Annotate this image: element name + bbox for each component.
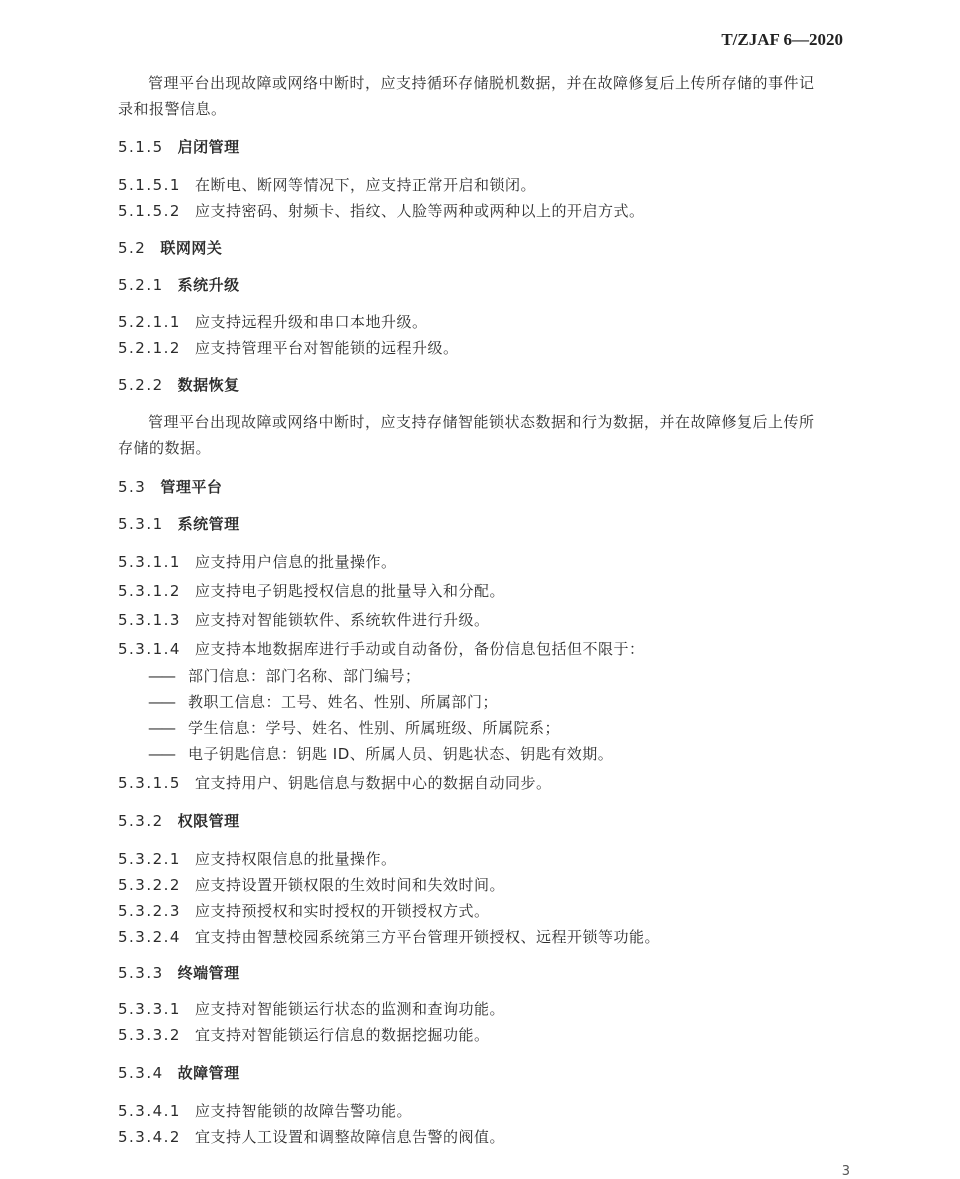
list-item — [148, 744, 613, 764]
section-number: 5.3.2 — [118, 812, 164, 830]
paragraph-line: 管理平台出现故障或网络中断时，应支持存储智能锁状态数据和行为数据，并在故障修复后上传所 — [148, 413, 815, 431]
dash-marker: —— — [148, 745, 174, 763]
clause-number: 5.3.3.2 — [118, 1026, 181, 1044]
clause — [118, 552, 397, 572]
section-title: 权限管理 — [177, 812, 240, 830]
section-number: 5.3.1 — [118, 515, 164, 533]
list-item-text: 部门信息：部门名称、部门编号； — [188, 667, 421, 685]
section-title: 故障管理 — [177, 1064, 240, 1082]
clause — [118, 927, 660, 947]
clause-number: 5.2.1.1 — [118, 313, 181, 331]
clause — [118, 849, 397, 869]
clause-number: 5.3.1.5 — [118, 774, 181, 792]
clause — [118, 773, 552, 793]
clause-number: 5.3.4.1 — [118, 1102, 181, 1120]
clause-text: 应支持远程升级和串口本地升级。 — [194, 313, 428, 331]
list-item — [148, 718, 560, 738]
clause — [118, 1127, 505, 1147]
clause-number: 5.2.1.2 — [118, 339, 181, 357]
clause-text: 应支持对智能锁运行状态的监测和查询功能。 — [194, 1000, 505, 1018]
clause-text: 应支持管理平台对智能锁的远程升级。 — [194, 339, 459, 357]
list-item — [148, 692, 498, 712]
section-title: 启闭管理 — [177, 138, 240, 156]
clause-text: 应支持电子钥匙授权信息的批量导入和分配。 — [194, 582, 505, 600]
section-number: 5.3 — [118, 478, 147, 496]
clause-number: 5.3.4.2 — [118, 1128, 181, 1146]
dash-marker: —— — [148, 719, 174, 737]
clause-text: 应支持预授权和实时授权的开锁授权方式。 — [194, 902, 490, 920]
section-title: 终端管理 — [177, 964, 240, 982]
clause-number: 5.3.2.4 — [118, 928, 181, 946]
clause-text: 应支持权限信息的批量操作。 — [194, 850, 397, 868]
standard-code: T/ZJAF 6—2020 — [721, 30, 843, 49]
clause-number: 5.3.1.3 — [118, 611, 181, 629]
dash-marker: —— — [148, 667, 174, 685]
list-item-text: 教职工信息：工号、姓名、性别、所属部门； — [188, 693, 499, 711]
clause — [118, 1025, 490, 1045]
clause-text: 宜支持用户、钥匙信息与数据中心的数据自动同步。 — [194, 774, 552, 792]
section-heading — [118, 137, 240, 157]
list-item-text: 电子钥匙信息：钥匙 ID、所属人员、钥匙状态、钥匙有效期。 — [188, 745, 614, 763]
clause-number: 5.3.1.1 — [118, 553, 181, 571]
section-title: 系统升级 — [177, 276, 240, 294]
clause-number: 5.3.3.1 — [118, 1000, 181, 1018]
clause-number: 5.3.1.2 — [118, 582, 181, 600]
section-number: 5.2.1 — [118, 276, 164, 294]
section-heading — [118, 514, 240, 534]
clause-number: 5.1.5.1 — [118, 176, 181, 194]
clause — [118, 901, 490, 921]
clause-number: 5.3.2.2 — [118, 876, 181, 894]
list-item-text: 学生信息：学号、姓名、性别、所属班级、所属院系； — [188, 719, 561, 737]
clause-text: 宜支持对智能锁运行信息的数据挖掘功能。 — [194, 1026, 490, 1044]
clause — [118, 201, 645, 221]
section-number: 5.3.4 — [118, 1064, 164, 1082]
clause — [118, 875, 505, 895]
section-heading — [118, 477, 222, 497]
section-title: 数据恢复 — [177, 376, 240, 394]
clause-number: 5.3.2.1 — [118, 850, 181, 868]
list-item — [148, 666, 421, 686]
paragraph-line: 录和报警信息。 — [118, 100, 227, 118]
clause-text: 应支持本地数据库进行手动或自动备份，备份信息包括但不限于： — [194, 640, 645, 658]
clause — [118, 639, 645, 659]
clause — [118, 581, 505, 601]
paragraph-line: 存储的数据。 — [118, 439, 212, 457]
clause-number: 5.1.5.2 — [118, 202, 181, 220]
paragraph-line: 管理平台出现故障或网络中断时，应支持循环存储脱机数据，并在故障修复后上传所存储的事件记 — [148, 74, 815, 92]
clause-text: 应支持对智能锁软件、系统软件进行升级。 — [194, 611, 490, 629]
section-heading — [118, 238, 222, 258]
clause — [118, 999, 505, 1019]
section-number: 5.3.3 — [118, 964, 164, 982]
section-title: 管理平台 — [160, 478, 223, 496]
clause — [118, 338, 459, 358]
dash-marker: —— — [148, 693, 174, 711]
clause — [118, 175, 536, 195]
clause-number: 5.3.2.3 — [118, 902, 181, 920]
section-heading — [118, 1063, 240, 1083]
clause — [118, 1101, 412, 1121]
section-number: 5.2.2 — [118, 376, 164, 394]
clause-text: 应支持密码、射频卡、指纹、人脸等两种或两种以上的开启方式。 — [194, 202, 645, 220]
clause — [118, 610, 490, 630]
page-number: 3 — [841, 1164, 850, 1179]
clause-text: 在断电、断网等情况下，应支持正常开启和锁闭。 — [194, 176, 536, 194]
section-title: 系统管理 — [177, 515, 240, 533]
clause-text: 宜支持由智慧校园系统第三方平台管理开锁授权、远程开锁等功能。 — [194, 928, 660, 946]
clause-text: 应支持用户信息的批量操作。 — [194, 553, 397, 571]
clause-text: 应支持智能锁的故障告警功能。 — [194, 1102, 412, 1120]
section-number: 5.1.5 — [118, 138, 164, 156]
section-heading — [118, 811, 240, 831]
section-title: 联网网关 — [160, 239, 223, 257]
section-number: 5.2 — [118, 239, 147, 257]
clause-text: 宜支持人工设置和调整故障信息告警的阀值。 — [194, 1128, 505, 1146]
clause — [118, 312, 428, 332]
clause-text: 应支持设置开锁权限的生效时间和失效时间。 — [194, 876, 505, 894]
section-heading — [118, 275, 240, 295]
clause-number: 5.3.1.4 — [118, 640, 181, 658]
section-heading — [118, 963, 240, 983]
section-heading — [118, 375, 240, 395]
